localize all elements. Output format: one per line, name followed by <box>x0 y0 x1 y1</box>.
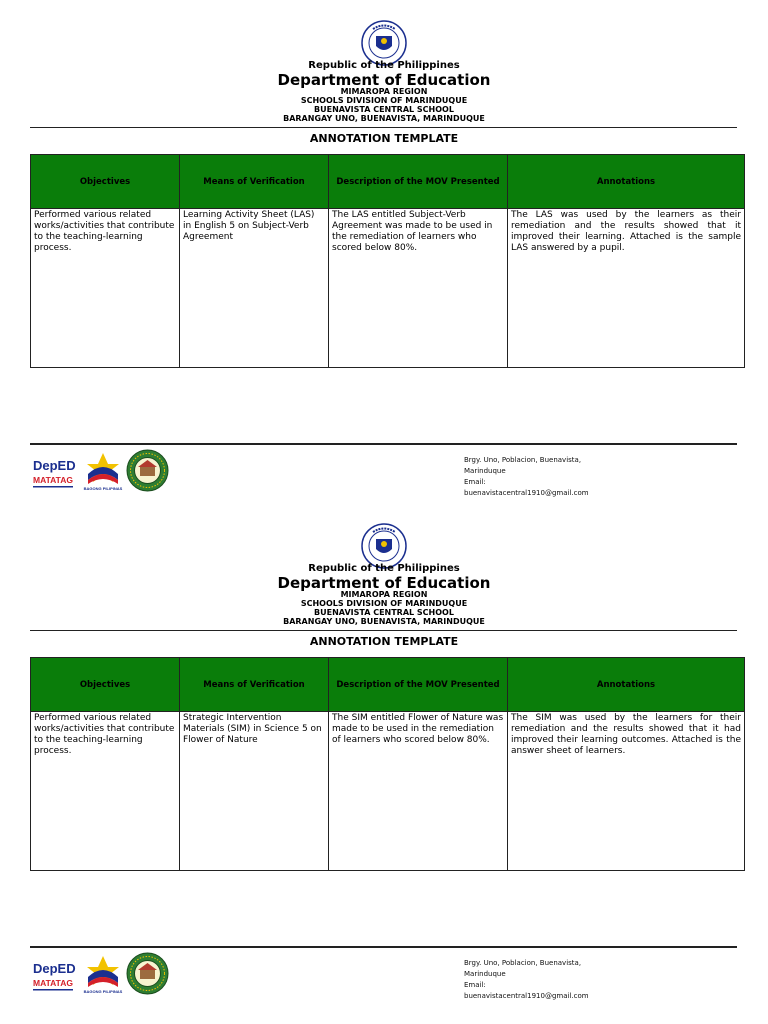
footer-address-line2: Marinduque <box>464 970 506 978</box>
cell-means: Strategic Intervention Materials (SIM) in Science 5 on Flower of Nature <box>180 712 329 871</box>
header-division: SCHOOLS DIVISION OF MARINDUQUE <box>300 599 468 608</box>
footer-address-line2: Marinduque <box>464 467 506 475</box>
cell-annotations: The LAS was used by the learners as their remediation and the results showed that it improved their learning. Attached is the sample LAS answered by a pupil. <box>508 209 745 368</box>
header-address: BARANGAY UNO, BUENAVISTA, MARINDUQUE <box>283 114 485 123</box>
deped-matatag-logo <box>32 958 76 994</box>
logo-deped-text: DepED <box>33 961 76 976</box>
bagong-pilipinas-logo <box>82 450 124 492</box>
header-division: SCHOOLS DIVISION OF MARINDUQUE <box>300 96 468 105</box>
header-republic: Republic of the Philippines <box>308 563 460 574</box>
header-department: Department of Education <box>277 71 491 89</box>
cell-annotations: The SIM was used by the learners for their remediation and the results showed that it had improved their learning outcomes. Attached is the answer sheet of learners. <box>508 712 745 871</box>
table-header-row <box>31 155 745 209</box>
logo-deped-text: DepED <box>33 458 76 473</box>
header-region: MIMAROPA REGION <box>340 590 428 599</box>
cell-description: The LAS entitled Subject-Verb Agreement was made to be used in the remediation of learners who scored below 80%. <box>329 209 508 368</box>
document-page-1 <box>0 0 768 503</box>
table-header-row <box>31 658 745 712</box>
table-row <box>31 712 745 871</box>
header-address-block <box>0 590 768 626</box>
col-means: Means of Verification <box>180 155 329 209</box>
document-page-2 <box>0 503 768 1006</box>
col-objectives: Objectives <box>31 658 180 712</box>
footer-address-line1: Brgy. Uno, Poblacion, Buenavista, <box>464 959 582 967</box>
school-seal-icon <box>126 952 169 995</box>
deped-matatag-logo <box>32 455 76 491</box>
col-means: Means of Verification <box>180 658 329 712</box>
header-republic: Republic of the Philippines <box>308 60 460 71</box>
col-annotations: Annotations <box>508 658 745 712</box>
col-objectives: Objectives <box>31 155 180 209</box>
header-address-block <box>0 87 768 123</box>
logo-matatag-text: MATATAG <box>33 978 73 988</box>
footer-divider <box>30 443 737 445</box>
header-region: MIMAROPA REGION <box>340 87 428 96</box>
logo-bagong-text: BAGONG PILIPINAS <box>83 486 123 491</box>
school-seal-icon <box>126 449 169 492</box>
header-divider <box>30 127 737 128</box>
col-annotations: Annotations <box>508 155 745 209</box>
document-title: ANNOTATION TEMPLATE <box>309 132 459 145</box>
footer-address-line1: Brgy. Uno, Poblacion, Buenavista, <box>464 456 582 464</box>
col-description: Description of the MOV Presented <box>329 155 508 209</box>
footer-email-label: Email: <box>464 478 486 486</box>
document-title: ANNOTATION TEMPLATE <box>309 635 459 648</box>
footer-divider <box>30 946 737 948</box>
footer-address <box>464 958 614 1000</box>
logo-bagong-text: BAGONG PILIPINAS <box>83 989 123 994</box>
header-school: BUENAVISTA CENTRAL SCHOOL <box>314 105 454 114</box>
header-divider <box>30 630 737 631</box>
table-row <box>31 209 745 368</box>
cell-objectives: Performed various related works/activities that contribute to the teaching-learning process. <box>31 712 180 871</box>
bagong-pilipinas-logo <box>82 953 124 995</box>
header-address: BARANGAY UNO, BUENAVISTA, MARINDUQUE <box>283 617 485 626</box>
footer-email: buenavistacentral1910@gmail.com <box>464 992 589 1000</box>
cell-means: Learning Activity Sheet (LAS) in English 5 on Subject-Verb Agreement <box>180 209 329 368</box>
header-department: Department of Education <box>277 574 491 592</box>
header-school: BUENAVISTA CENTRAL SCHOOL <box>314 608 454 617</box>
cell-objectives: Performed various related works/activities that contribute to the teaching-learning process. <box>31 209 180 368</box>
annotation-table <box>30 154 745 368</box>
logo-matatag-text: MATATAG <box>33 475 73 485</box>
cell-description: The SIM entitled Flower of Nature was made to be used in the remediation of learners who scored below 80%. <box>329 712 508 871</box>
footer-email-label: Email: <box>464 981 486 989</box>
col-description: Description of the MOV Presented <box>329 658 508 712</box>
footer-email: buenavistacentral1910@gmail.com <box>464 489 589 497</box>
footer-address <box>464 455 614 497</box>
annotation-table <box>30 657 745 871</box>
